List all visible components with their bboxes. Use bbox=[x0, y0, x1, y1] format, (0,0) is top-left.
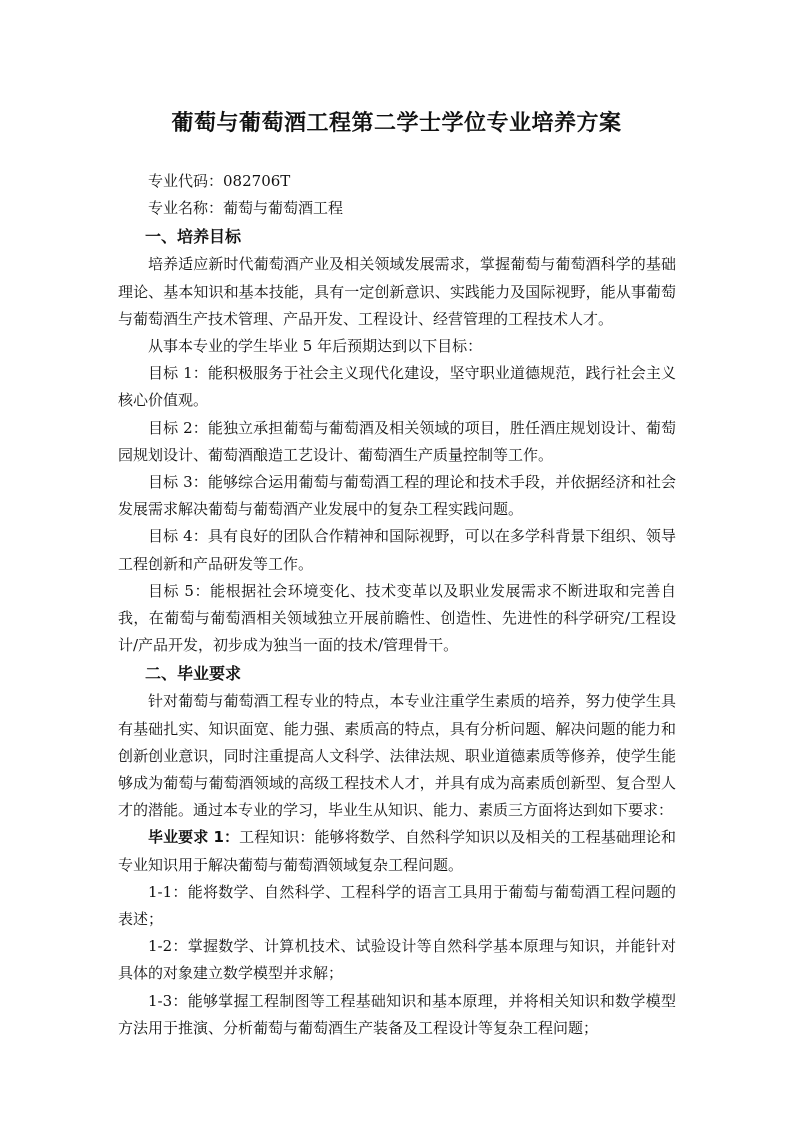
objectives-intro: 培养适应新时代葡萄酒产业及相关领域发展需求，掌握葡萄与葡萄酒科学的基础理论、基本知识和基本技能，具有一定创新意识、实践能力及国际视野，能从事葡萄与葡萄酒生产技术管理、产品开发、工程设计、经营管理的工程技术人才。 bbox=[118, 255, 676, 328]
major-code bbox=[118, 168, 676, 195]
goal-item: 目标 1：能积极服务于社会主义现代化建设，坚守职业道德规范，践行社会主义核心价值观。 bbox=[118, 364, 676, 410]
objectives-lead: 从事本专业的学生毕业 5 年后预期达到以下目标： bbox=[148, 337, 483, 356]
major-name-value: 葡萄与葡萄酒工程 bbox=[223, 199, 344, 218]
document-title: 葡萄与葡萄酒工程第二学士学位专业培养方案 bbox=[171, 111, 622, 136]
major-code-value: 082706T bbox=[223, 172, 291, 190]
document-body bbox=[118, 168, 676, 1042]
major-code-label: 专业代码： bbox=[148, 172, 224, 190]
major-name bbox=[118, 195, 676, 222]
sub-requirement: 1-3：能够掌握工程制图等工程基础知识和基本原理，并将相关知识和数学模型方法用于推演、分析葡萄与葡萄酒生产装备及工程设计等复杂工程问题； bbox=[118, 991, 676, 1037]
sub-requirement: 1-2：掌握数学、计算机技术、试验设计等自然科学基本原理与知识，并能针对具体的对象建立数学模型并求解； bbox=[118, 937, 676, 983]
requirement-1 bbox=[118, 824, 676, 878]
goal-item: 目标 3：能够综合运用葡萄与葡萄酒工程的理论和技术手段，并依据经济和社会发展需求解决葡萄与葡萄酒产业发展中的复杂工程实践问题。 bbox=[118, 473, 676, 519]
requirement-1-text: 工程知识：能够将数学、自然科学知识以及相关的工程基础理论和专业知识用于解决葡萄与葡萄酒领域复杂工程问题。 bbox=[118, 828, 676, 874]
requirements-intro: 针对葡萄与葡萄酒工程专业的特点，本专业注重学生素质的培养，努力使学生具有基础扎实、知识面宽、能力强、素质高的特点，具有分析问题、解决问题的能力和创新创业意识，同时注重提高人文科学、法律法规、职业道德素质等修养，使学生能够成为葡萄与葡萄酒领域的高级工程技术人才，并具有成为高素质创新型、复合型人才的潜能。通过本专业的学习，毕业生从知识、能力、素质三方面将达到如下要求： bbox=[118, 692, 676, 820]
sub-requirement: 1-1：能将数学、自然科学、工程科学的语言工具用于葡萄与葡萄酒工程问题的表述； bbox=[118, 882, 676, 929]
section-heading-objectives: 一、培养目标 bbox=[145, 227, 242, 247]
goal-item: 目标 5：能根据社会环境变化、技术变革以及职业发展需求不断进取和完善自我，在葡萄与葡萄酒相关领域独立开展前瞻性、创造性、先进性的科学研究/工程设计/产品开发，初步成为独当一面的技术/管理骨干。 bbox=[118, 581, 676, 655]
section-heading-requirements: 二、毕业要求 bbox=[145, 664, 242, 684]
requirement-1-label: 毕业要求 1： bbox=[148, 828, 240, 847]
goal-item: 目标 4：具有良好的团队合作精神和国际视野，可以在多学科背景下组织、领导工程创新和产品研发等工作。 bbox=[118, 527, 676, 573]
major-name-label: 专业名称： bbox=[148, 199, 224, 218]
goal-item: 目标 2：能独立承担葡萄与葡萄酒及相关领域的项目，胜任酒庄规划设计、葡萄园规划设计、葡萄酒酿造工艺设计、葡萄酒生产质量控制等工作。 bbox=[118, 418, 676, 464]
